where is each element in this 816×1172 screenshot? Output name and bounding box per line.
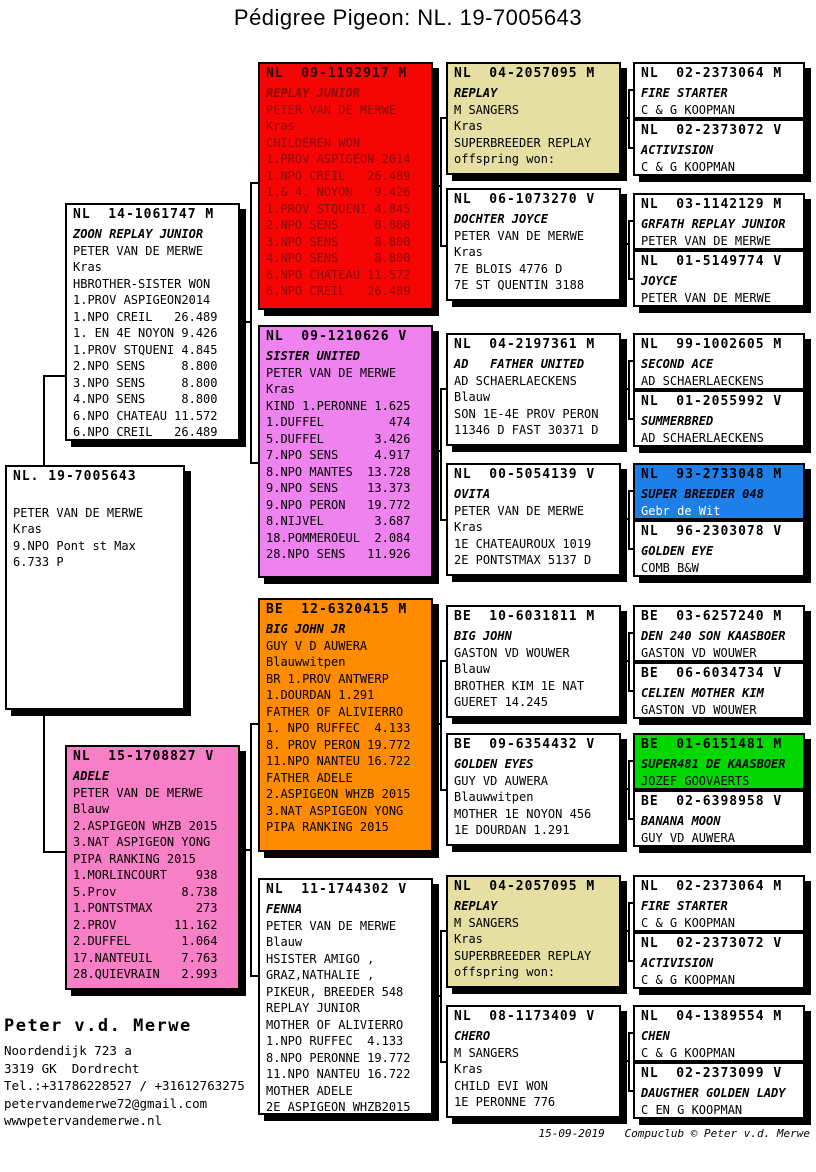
pedigree-text-line: 1.PROV STQUENI 4.845 [266, 201, 411, 216]
pedigree-text-line: GUERET 14.245 [454, 695, 548, 709]
pedigree-box-ggp-1 [446, 62, 621, 175]
pedigree-text-line: SUPERBREEDER REPLAY [454, 135, 592, 150]
pedigree-text-line: PIPA RANKING 2015 [266, 820, 389, 834]
pedigree-text-line: JOZEF GOOVAERTS [641, 773, 750, 788]
pedigree-text-line: Blauw [266, 935, 303, 949]
pigeon-name: SUPER481 DE KAASBOER [641, 757, 786, 771]
connector-line [628, 1032, 630, 1092]
connector-line [628, 360, 630, 420]
ring-number: BE 03-6257240 M [641, 609, 783, 624]
owner-name: Peter v.d. Merwe [4, 1016, 192, 1036]
pigeon-name: FENNA [266, 902, 303, 916]
pedigree-text-line: PETER VAN DE MERWE [454, 503, 585, 518]
connector-line [440, 117, 442, 247]
pedigree-text-line: 1.PROV ASPIGEON 2014 [266, 152, 411, 166]
pedigree-text-line: 1.& 4. NOYON 9.426 [266, 185, 411, 199]
connector-line [250, 462, 258, 464]
pedigree-text-line: FATHER ADELE [266, 770, 353, 785]
pedigree-text-line: BROTHER KIM 1E NAT [454, 678, 585, 693]
pedigree-text-line: 6.733 P [13, 555, 64, 569]
owner-website: wwwpetervandemerwe.nl [4, 1113, 163, 1128]
pedigree-text-line: CHILD EVI WON [454, 1078, 548, 1093]
pedigree-box-gggp-10 [633, 662, 805, 719]
ring-number: NL 04-2197361 M [454, 337, 596, 352]
pedigree-text-line: Blauwwitpen [454, 790, 534, 804]
connector-line [43, 375, 65, 377]
pedigree-text-line: 1.NPO CREIL 26.489 [73, 309, 218, 324]
pedigree-box-gggp-4 [633, 250, 805, 307]
pedigree-text-line: PETER VAN DE MERWE [454, 228, 585, 243]
ring-number: NL 15-1708827 V [73, 749, 215, 764]
pigeon-name: ACTIVISION [641, 956, 714, 970]
pigeon-name: CHERO [454, 1029, 491, 1043]
connector-line [440, 388, 442, 521]
pedigree-text-line: Kras [454, 119, 483, 133]
pedigree-text-line: 3.NPO SENS 8.800 [266, 234, 411, 249]
connector-line [250, 975, 258, 977]
pedigree-text-line: Kras [454, 932, 483, 946]
connector-line [628, 220, 630, 280]
ring-number: NL 06-1073270 V [454, 192, 596, 207]
pedigree-text-line: 6.NPO CHATEAU 11.572 [73, 408, 218, 423]
pedigree-text-line: 28.QUIEVRAIN 2.993 [73, 967, 218, 981]
pedigree-text-line: 3.NAT ASPIGEON YONG [73, 835, 211, 849]
ring-number: NL 01-2055992 V [641, 394, 783, 409]
pedigree-text-line: 4.NPO SENS 8.800 [73, 392, 218, 406]
pigeon-name: GRFATH REPLAY JUNIOR [641, 217, 786, 231]
pedigree-text-line: 2.ASPIGEON WHZB 2015 [266, 787, 411, 801]
pedigree-text-line: 7E ST QUENTIN 3188 [454, 278, 585, 292]
pigeon-name: SUMMERBRED [641, 414, 714, 428]
pedigree-text-line: 18.POMMEROEUL 2.084 [266, 530, 411, 545]
pedigree-text-line: Blauwwitpen [266, 655, 346, 669]
ring-number: NL 02-2373064 M [641, 66, 783, 81]
ring-number: NL 00-5054139 V [454, 467, 596, 482]
ring-number: BE 06-6034734 V [641, 666, 783, 681]
pigeon-name: SECOND ACE [641, 357, 714, 371]
pedigree-text-line: PETER VAN DE MERWE [266, 918, 397, 933]
pedigree-box-ggp-7 [446, 875, 621, 988]
ring-number: NL 09-1210626 V [266, 329, 408, 344]
pedigree-box-ggp-5 [446, 605, 621, 718]
pedigree-box-subject [5, 465, 185, 710]
pedigree-box-ggp-4 [446, 463, 621, 576]
pedigree-box-gggp-14 [633, 932, 805, 989]
pedigree-text-line: C & G KOOPMAN [641, 102, 735, 117]
ring-number: BE 02-6398958 V [641, 794, 783, 809]
pedigree-text-line: 6.NPO CHATEAU 11.572 [266, 267, 411, 282]
pedigree-text-line: 9.NPO SENS 13.373 [266, 481, 411, 495]
pedigree-text-line: 2.PROV 11.162 [73, 917, 218, 932]
pigeon-name: BIG JOHN JR [266, 622, 346, 636]
pedigree-box-gggp-7 [633, 463, 805, 520]
pedigree-text-line: HBROTHER-SISTER WON [73, 276, 211, 291]
ring-number: NL 14-1061747 M [73, 207, 215, 222]
pedigree-text-line: PETER VAN DE MERWE [73, 243, 204, 258]
pedigree-text-line: Kras [13, 522, 42, 536]
pedigree-text-line: GUY VD AUWERA [641, 830, 735, 845]
pedigree-text-line: 8.NIJVEL 3.687 [266, 514, 411, 528]
pedigree-box-gggp-15 [633, 1005, 805, 1062]
pedigree-text-line: SUPERBREEDER REPLAY [454, 948, 592, 963]
pigeon-name: REPLAY [454, 899, 498, 913]
connector-line [628, 89, 630, 149]
owner-email: petervandemerwe72@gmail.com [4, 1095, 208, 1111]
pedigree-text-line: BR 1.PROV ANTWERP [266, 671, 389, 686]
ring-number: NL 02-2373072 V [641, 123, 783, 138]
pedigree-box-granddam-paternal [258, 325, 433, 578]
pedigree-box-gggp-6 [633, 390, 805, 447]
pedigree-box-gggp-2 [633, 119, 805, 176]
pedigree-box-ggp-3 [446, 333, 621, 446]
pigeon-name: DEN 240 SON KAASBOER [641, 629, 786, 643]
pedigree-box-grandsire-paternal [258, 62, 433, 310]
pedigree-box-ggp-2 [446, 188, 621, 301]
pedigree-text-line: C & G KOOPMAN [641, 1045, 735, 1060]
connector-line [628, 632, 630, 692]
ring-number: NL 02-2373099 V [641, 1066, 783, 1081]
ring-number: NL 96-2303078 V [641, 524, 783, 539]
connector-line [628, 760, 630, 820]
pedigree-text-line: GUY V D AUWERA [266, 638, 368, 653]
pigeon-name: CHEN [641, 1029, 670, 1043]
pedigree-text-line: 8.NPO MANTES 13.728 [266, 464, 411, 479]
connector-line [250, 723, 252, 977]
pedigree-text-line: 2.ASPIGEON WHZB 2015 [73, 818, 218, 833]
pedigree-box-gggp-5 [633, 333, 805, 390]
connector-line [250, 182, 252, 464]
pedigree-text-line: 1. EN 4E NOYON 9.426 [73, 326, 218, 340]
pedigree-text-line: 1.PROV ASPIGEON2014 [73, 293, 211, 307]
pedigree-text-line: PETER VAN DE MERWE [641, 233, 772, 248]
pedigree-text-line: 8.NPO PERONNE 19.772 [266, 1050, 411, 1065]
ring-number: BE 09-6354432 V [454, 737, 596, 752]
pedigree-text-line: 2.NPO SENS 8.800 [266, 218, 411, 232]
pedigree-text-line: GUY VD AUWERA [454, 773, 548, 788]
pedigree-text-line: PIPA RANKING 2015 [73, 851, 196, 866]
ring-number: BE 10-6031811 M [454, 609, 596, 624]
pedigree-text-line: 1E PERONNE 776 [454, 1095, 556, 1109]
pigeon-name: BIG JOHN [454, 629, 512, 643]
pigeon-name: DAUGTHER GOLDEN LADY [641, 1086, 786, 1100]
pigeon-name: FIRE STARTER [641, 899, 728, 913]
pedigree-text-line: Gebr de Wit [641, 503, 721, 518]
pedigree-text-line: PETER VAN DE MERWE [641, 290, 772, 305]
ring-number: NL 01-5149774 V [641, 254, 783, 269]
pedigree-text-line: PETER VAN DE MERWE [13, 505, 144, 520]
pigeon-name: AD FATHER UNITED [454, 357, 585, 371]
ring-number: NL 02-2373072 V [641, 936, 783, 951]
pedigree-text-line: C & G KOOPMAN [641, 159, 735, 174]
ring-number: NL 04-1389554 M [641, 1009, 783, 1024]
pedigree-text-line: 9.NPO PERON 19.772 [266, 497, 411, 512]
pedigree-text-line: GASTON VD WOUWER [641, 645, 757, 660]
date-copyright-stamp: 15-09-2019 Compuclub © Peter v.d. Merwe [538, 1127, 810, 1140]
connector-line [440, 660, 442, 791]
pedigree-box-father [65, 203, 240, 441]
pigeon-name: FIRE STARTER [641, 86, 728, 100]
pedigree-text-line: 1.PROV STQUENI 4.845 [73, 342, 218, 357]
pedigree-text-line: HSISTER AMIGO , [266, 951, 375, 966]
pedigree-text-line: Blauw [454, 662, 491, 676]
pedigree-text-line: 6.NPO CREIL 26.489 [73, 425, 218, 439]
pedigree-text-line: 1.PONTSTMAX 273 [73, 901, 218, 915]
pigeon-name: SISTER UNITED [266, 349, 360, 363]
ring-number: NL 93-2733048 M [641, 467, 783, 482]
pedigree-text-line: 6.NPO CREIL 26.489 [266, 284, 411, 298]
connector-line [43, 851, 65, 853]
page-title: Pédigree Pigeon: NL. 19-7005643 [233, 5, 583, 30]
pedigree-text-line: 4.NPO SENS 8.800 [266, 251, 411, 265]
pedigree-text-line: FATHER OF ALIVIERRO [266, 704, 404, 719]
pedigree-text-line: 17.NANTEUIL 7.763 [73, 950, 218, 965]
pigeon-name: CELIEN MOTHER KIM [641, 686, 764, 700]
pigeon-name: REPLAY JUNIOR [266, 86, 360, 100]
pedigree-text-line: 1.DOURDAN 1.291 [266, 688, 375, 702]
pedigree-text-line: PETER VAN DE MERWE [266, 365, 397, 380]
pedigree-text-line: GASTON VD WOUWER [454, 645, 570, 660]
pedigree-text-line: Kras [454, 245, 483, 259]
pedigree-box-gggp-16 [633, 1062, 805, 1119]
pedigree-text-line: 28.NPO SENS 11.926 [266, 547, 411, 561]
owner-phone: Tel.:+31786228527 / +31612763275 [4, 1078, 245, 1093]
connector-line [250, 723, 258, 725]
ring-number: BE 01-6151481 M [641, 737, 783, 752]
pedigree-text-line: 1E CHATEAUROUX 1019 [454, 536, 592, 551]
pedigree-box-granddam-maternal [258, 878, 433, 1115]
pedigree-text-line: GRAZ,NATHALIE , [266, 968, 375, 982]
pedigree-text-line: 8. PROV PERON 19.772 [266, 737, 411, 752]
pedigree-box-mother [65, 745, 240, 990]
pedigree-text-line: 1E DOURDAN 1.291 [454, 823, 570, 837]
pedigree-text-line: REPLAY JUNIOR [266, 1001, 360, 1015]
pedigree-text-line: Kras [454, 520, 483, 534]
pedigree-text-line: 11.NPO NANTEU 16.722 [266, 754, 411, 768]
ring-number: NL 09-1192917 M [266, 66, 408, 81]
ring-number: NL 11-1744302 V [266, 882, 408, 897]
pedigree-text-line: 5.DUFFEL 3.426 [266, 431, 411, 446]
pedigree-text-line: Blauw [454, 390, 491, 404]
pedigree-text-line: 3.NAT ASPIGEON YONG [266, 803, 404, 818]
pedigree-text-line: 1.NPO RUFFEC 4.133 [266, 1034, 404, 1048]
pedigree-text-line: 2.NPO SENS 8.800 [73, 359, 218, 373]
pedigree-box-gggp-9 [633, 605, 805, 662]
pedigree-text-line: M SANGERS [454, 915, 520, 930]
pedigree-text-line: M SANGERS [454, 1045, 520, 1060]
owner-address-block [4, 1016, 245, 1130]
pigeon-name: SUPER BREEDER 048 [641, 487, 764, 501]
pedigree-text-line: C & G KOOPMAN [641, 972, 735, 987]
pigeon-name: OVITA [454, 487, 491, 501]
pigeon-name: REPLAY [454, 86, 498, 100]
pedigree-box-gggp-11 [633, 733, 805, 790]
pedigree-text-line: 7.NPO SENS 4.917 [266, 448, 411, 462]
pedigree-text-line: 11.NPO NANTEU 16.722 [266, 1067, 411, 1081]
pedigree-text-line: Blauw [73, 802, 110, 816]
ring-number: NL. 19-7005643 [13, 469, 137, 484]
pedigree-text-line: Kras [73, 260, 102, 274]
ring-number: NL 04-2057095 M [454, 879, 596, 894]
pedigree-text-line: C EN G KOOPMAN [641, 1102, 743, 1117]
pigeon-name: ZOON REPLAY JUNIOR [73, 227, 204, 241]
pedigree-box-grandsire-maternal [258, 598, 433, 852]
ring-number: BE 12-6320415 M [266, 602, 408, 617]
ring-number: NL 04-2057095 M [454, 66, 596, 81]
pedigree-text-line: Kras [454, 1062, 483, 1076]
pedigree-text-line: SON 1E-4E PROV PERON [454, 406, 599, 421]
pedigree-text-line: GASTON VD WOUWER [641, 702, 757, 717]
owner-city: 3319 GK Dordrecht [4, 1060, 140, 1076]
pedigree-text-line: 3.NPO SENS 8.800 [73, 375, 218, 390]
pedigree-text-line: CHILDEREN WON [266, 135, 360, 150]
pedigree-text-line: 11346 D FAST 30371 D [454, 423, 599, 437]
pedigree-box-gggp-12 [633, 790, 805, 847]
pedigree-text-line: KIND 1.PERONNE 1.625 [266, 398, 411, 413]
connector-line [628, 902, 630, 962]
pedigree-text-line: AD SCHAERLAECKENS [641, 373, 764, 388]
ring-number: NL 03-1142129 M [641, 197, 783, 212]
pedigree-text-line: 2E ASPIGEON WHZB2015 [266, 1100, 411, 1114]
pedigree-text-line: AD SCHAERLAECKENS [641, 430, 764, 445]
pedigree-text-line: MOTHER 1E NOYON 456 [454, 806, 592, 821]
pedigree-text-line: Kras [266, 382, 295, 396]
pedigree-text-line: Kras [266, 119, 295, 133]
pedigree-text-line: M SANGERS [454, 102, 520, 117]
pigeon-name: ACTIVISION [641, 143, 714, 157]
owner-street: Noordendijk 723 a [4, 1043, 132, 1058]
ring-number: NL 02-2373064 M [641, 879, 783, 894]
pedigree-text-line: MOTHER ADELE [266, 1083, 353, 1098]
pedigree-text-line: PIKEUR, BREEDER 548 [266, 984, 404, 999]
pedigree-text-line: MOTHER OF ALIVIERRO [266, 1017, 404, 1032]
pedigree-text-line: 1.DUFFEL 474 [266, 415, 411, 429]
pedigree-box-gggp-1 [633, 62, 805, 119]
pedigree-text-line: 9.NPO Pont st Max [13, 538, 136, 553]
pedigree-box-gggp-13 [633, 875, 805, 932]
pedigree-text-line: offspring won: [454, 965, 556, 979]
pedigree-text-line: PETER VAN DE MERWE [73, 785, 204, 800]
ring-number: NL 99-1002605 M [641, 337, 783, 352]
pigeon-name: GOLDEN EYE [641, 544, 714, 558]
pedigree-text-line [13, 488, 177, 505]
pedigree-box-ggp-8 [446, 1005, 621, 1118]
pedigree-text-line: 5.Prov 8.738 [73, 884, 218, 899]
pedigree-text-line: 1.NPO CREIL 26.489 [266, 168, 411, 183]
pigeon-name: GOLDEN EYES [454, 757, 534, 771]
pedigree-text-line: 2.DUFFEL 1.064 [73, 934, 218, 948]
connector-line [628, 490, 630, 550]
pigeon-name: JOYCE [641, 274, 678, 288]
pedigree-box-gggp-8 [633, 520, 805, 577]
pedigree-text-line: 7E BLOIS 4776 D [454, 261, 563, 276]
connector-line [250, 182, 258, 184]
pedigree-box-ggp-6 [446, 733, 621, 846]
pedigree-text-line: C & G KOOPMAN [641, 915, 735, 930]
pedigree-box-gggp-3 [633, 193, 805, 250]
ring-number: NL 08-1173409 V [454, 1009, 596, 1024]
pigeon-name: BANANA MOON [641, 814, 721, 828]
pedigree-text-line: 1. NPO RUFFEC 4.133 [266, 721, 411, 735]
pigeon-name: DOCHTER JOYCE [454, 212, 548, 226]
connector-line [440, 930, 442, 1063]
pedigree-text-line: 1.MORLINCOURT 938 [73, 868, 218, 882]
pigeon-name: ADELE [73, 769, 110, 783]
pedigree-text-line: offspring won: [454, 152, 556, 166]
pedigree-text-line: PETER VAN DE MERWE [266, 102, 397, 117]
pedigree-text-line: AD SCHAERLAECKENS [454, 373, 577, 388]
pedigree-text-line: COMB B&W [641, 560, 699, 575]
pedigree-text-line: 2E PONTSTMAX 5137 D [454, 553, 592, 567]
